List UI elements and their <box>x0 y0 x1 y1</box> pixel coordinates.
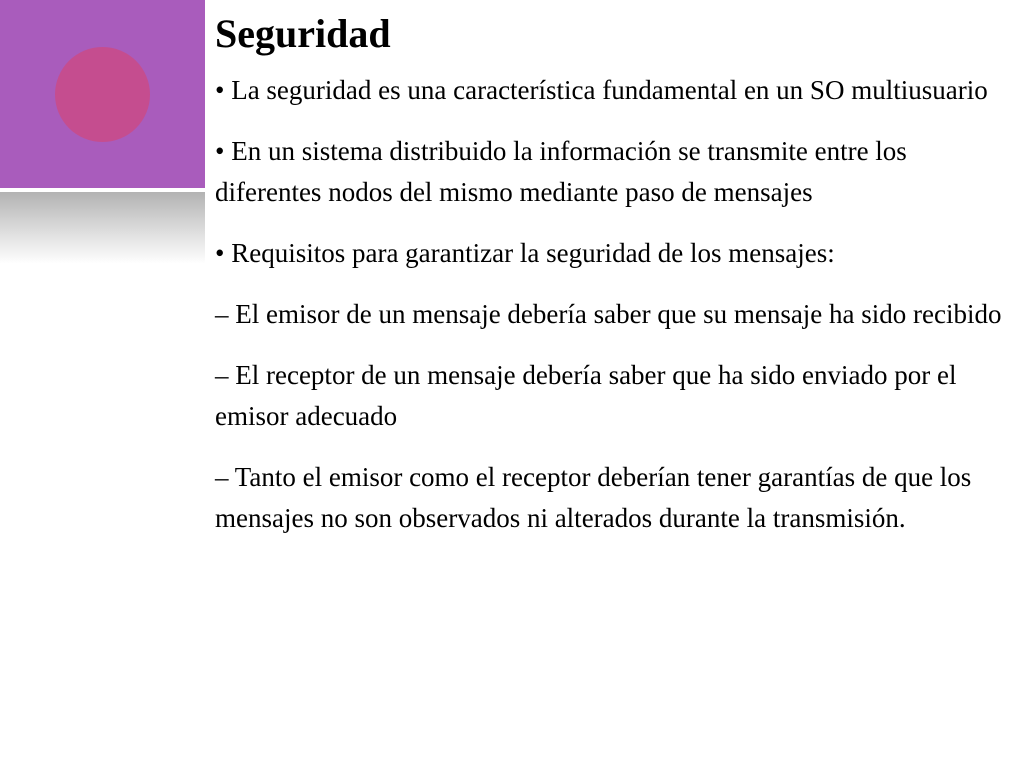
bullet-seguridad-fundamental: • La seguridad es una característica fundamental en un SO multiusuario <box>215 75 988 105</box>
sub-bullet-receptor: – El receptor de un mensaje debería saber que ha sido enviado por el emisor adecuado <box>215 360 957 431</box>
bullet-requisitos: • Requisitos para garantizar la seguridad de los mensajes: <box>215 238 835 268</box>
decorative-gradient-band <box>0 192 205 264</box>
sub-bullet-garantias: – Tanto el emisor como el receptor deberían tener garantías de que los mensajes no son observados ni alterados durante la transmisión. <box>215 462 972 533</box>
slide-content <box>215 10 1015 559</box>
slide-title: Seguridad <box>215 11 391 56</box>
decorative-circle <box>55 47 150 142</box>
bullet-sistema-distribuido: • En un sistema distribuido la información se transmite entre los diferentes nodos del mismo mediante paso de mensajes <box>215 136 907 207</box>
decorative-purple-block <box>0 0 205 188</box>
sub-bullet-emisor: – El emisor de un mensaje debería saber que su mensaje ha sido recibido <box>215 299 1002 329</box>
